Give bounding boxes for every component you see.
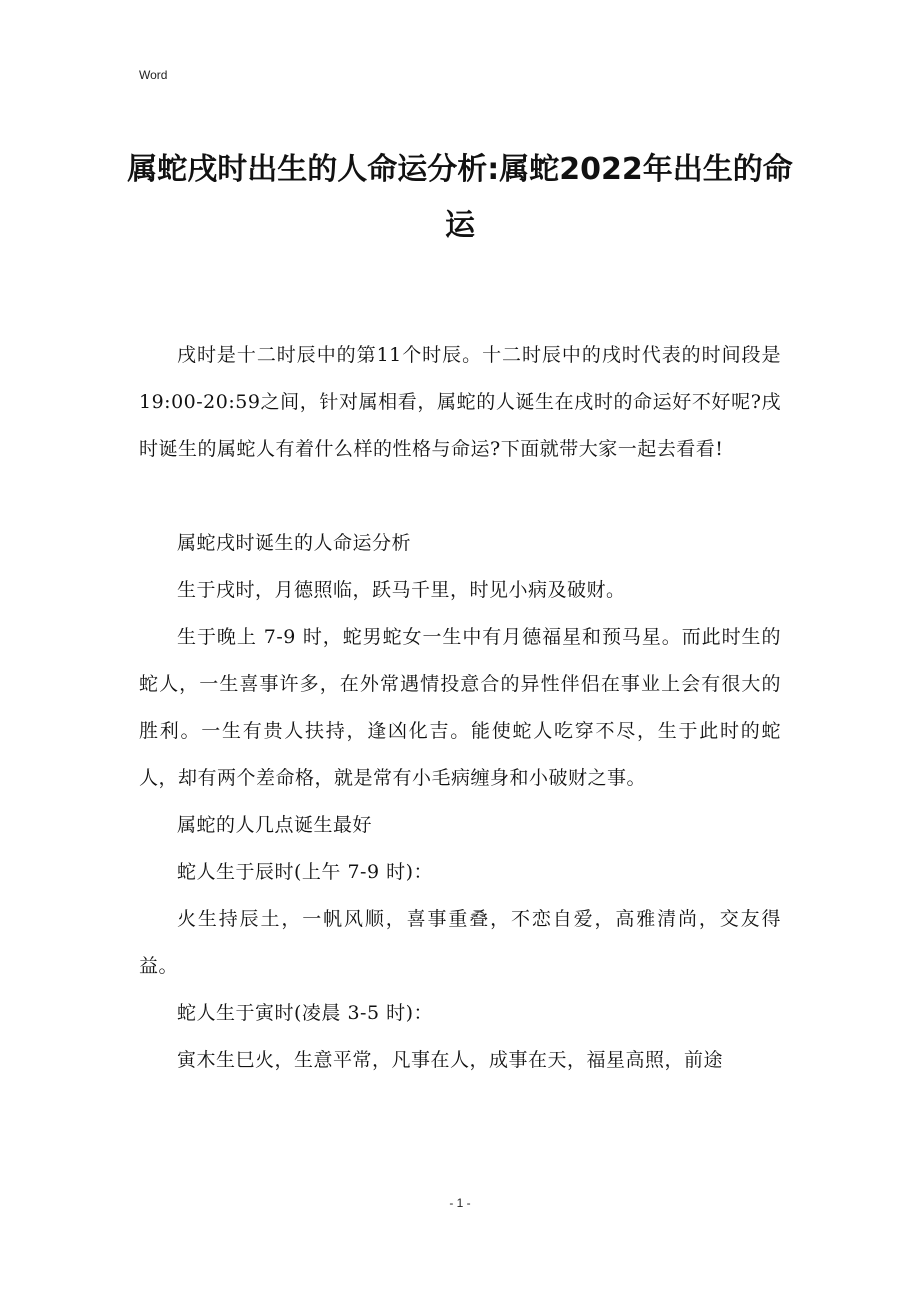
intro-paragraph: 戌时是十二时辰中的第11个时辰。十二时辰中的戌时代表的时间段是19:00-20:59之间，针对属相看，属蛇的人诞生在戌时的命运好不好呢?戌时诞生的属蛇人有着什么样的性格与命运?下面就带大家一起去看看! <box>139 344 781 460</box>
document-body <box>139 332 781 1084</box>
header-word-label: Word <box>139 68 168 82</box>
document-title: 属蛇戌时出生的人命运分析:属蛇2022年出生的命运 <box>127 152 793 243</box>
paragraph: 蛇人生于寅时(凌晨 3-5 时)： <box>177 1002 434 1024</box>
paragraph: 生于晚上 7-9 时，蛇男蛇女一生中有月德福星和预马星。而此时生的蛇人，一生喜事许多，在外常遇情投意合的异性伴侣在事业上会有很大的胜利。一生有贵人扶持，逢凶化吉。能使蛇人吃穿不尽，生于此时的蛇人，却有两个差命格，就是常有小毛病缠身和小破财之事。 <box>139 626 781 789</box>
paragraph: 寅木生巳火，生意平常，凡事在人，成事在天，福星高照，前途 <box>177 1049 724 1071</box>
paragraph: 生于戌时，月德照临，跃马千里，时见小病及破财。 <box>177 579 626 601</box>
paragraph: 蛇人生于辰时(上午 7-9 时)： <box>177 861 434 883</box>
paragraph-gap <box>139 473 781 520</box>
section-heading-analysis: 属蛇戌时诞生的人命运分析 <box>177 532 412 554</box>
page-number: - 1 - <box>449 1196 471 1210</box>
paragraph: 火生持辰土，一帆风顺，喜事重叠，不恋自爱，高雅清尚，交友得益。 <box>139 908 781 977</box>
section-heading-best-hour: 属蛇的人几点诞生最好 <box>177 814 373 836</box>
